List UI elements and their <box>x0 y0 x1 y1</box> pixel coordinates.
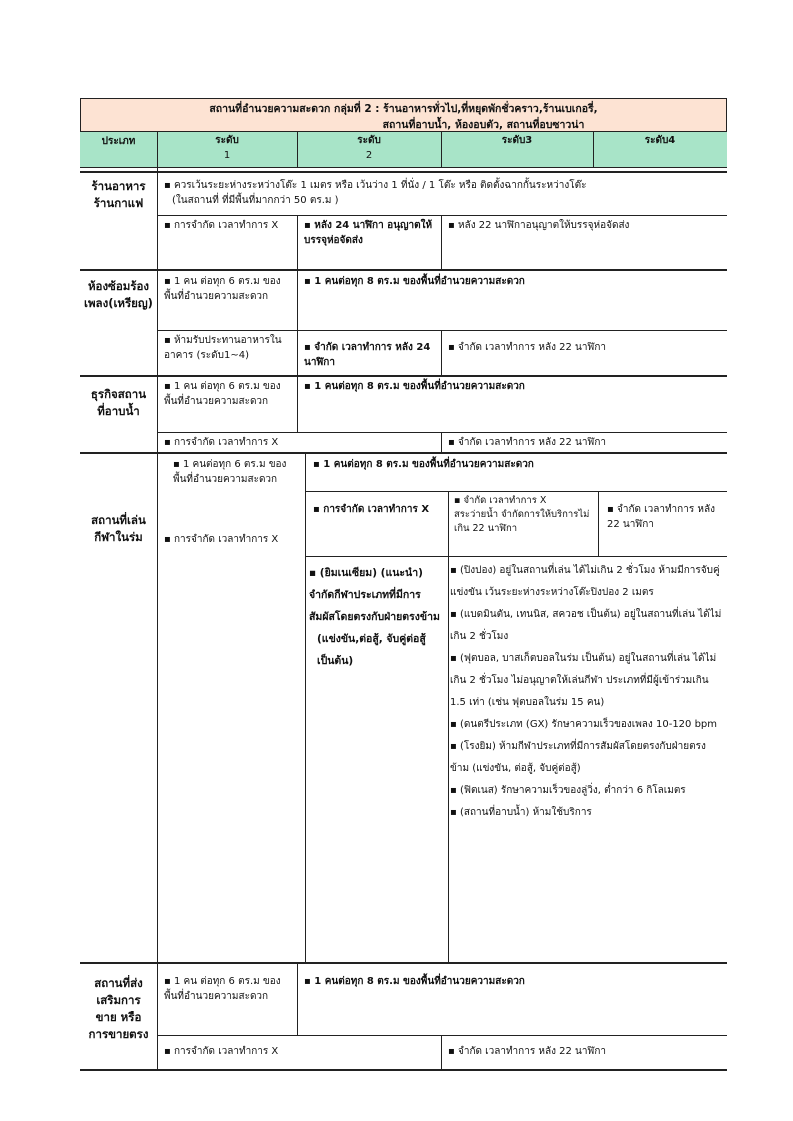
grid-line <box>441 330 442 376</box>
bath-l34-hours-text: ▪ จำกัด เวลาทำการ หลัง 22 นาฬิกา <box>448 435 723 450</box>
grid-line <box>448 491 449 962</box>
grid-line <box>80 452 727 454</box>
karaoke-l34-hours <box>444 338 727 376</box>
level1-num: 1 <box>223 150 231 161</box>
title-line-1: สถานที่อำนวยความสะดวก กลุ่มที่ 2 : ร้านอาหารทั่วไป,ที่หยุดพักชั่วคราว,ร้านเบเกอรี่, <box>209 103 598 115</box>
grid-line <box>157 1035 727 1036</box>
sports-l1-hours-text: ▪ การจำกัด เวลาทำการ X <box>164 532 302 547</box>
karaoke-l234-density-text: ▪ 1 คนต่อทุก 8 ตร.ม ของพื้นที่อำนวยความสะดวก <box>304 274 723 289</box>
level2-num: 2 <box>365 150 373 161</box>
sports-l4-hours <box>603 500 727 550</box>
sports-l2-gym <box>305 560 448 720</box>
grid-line <box>305 556 727 557</box>
karaoke-l34-hours-text: ▪ จำกัด เวลาทำการ หลัง 22 นาฬิกา <box>448 340 723 355</box>
restaurant-l34-hours-text: ▪ หลัง 22 นาฬิกาอนุญาตให้บรรจุห่อจัดส่ง <box>448 218 723 233</box>
col-header-level2 <box>297 131 441 167</box>
sports-l1-density-text: ▪ 1 คนต่อทุก 6 ตร.ม ของพื้นที่อำนวยความสะดวก <box>173 457 302 487</box>
restaurant-l34-hours <box>444 216 727 270</box>
category-direct-sales-label: สถานที่ส่งเสริมการขาย หรือการขายตรง <box>88 976 149 1041</box>
sports-l2-hours-text: ▪ การจำกัด เวลาทำการ X <box>313 502 446 517</box>
grid-line <box>441 432 442 453</box>
sales-l34-hours <box>444 1042 727 1062</box>
sports-rule-item: ▪ (สถานที่อาบน้ำ) ห้ามใช้บริการ <box>450 802 723 824</box>
grid-line <box>157 330 727 331</box>
grid-line <box>297 131 298 167</box>
level3-label: ระดับ3 <box>501 135 533 146</box>
grid-line <box>157 432 727 433</box>
col-header-level3 <box>441 131 593 167</box>
grid-line <box>297 271 298 376</box>
sports-l2-hours <box>309 500 450 520</box>
bath-l234-density-text: ▪ 1 คนต่อทุก 8 ตร.ม ของพื้นที่อำนวยความสะดวก <box>304 379 723 394</box>
grid-line <box>297 215 298 270</box>
sports-l2-gym-line: จำกัดกีฬาประเภทที่มีการสัมผัสโดยตรงกับฝ่ายตรงข้าม <box>309 589 440 623</box>
bath-l1-density-text: ▪ 1 คน ต่อทุก 6 ตร.ม ของพื้นที่อำนวยความสะดวก <box>164 379 293 409</box>
sports-l234-density-text: ▪ 1 คนต่อทุก 8 ตร.ม ของพื้นที่อำนวยความสะดวก <box>313 457 723 472</box>
category-karaoke-label: ห้องซ้อมร้องเพลง(เหรียญ) <box>84 279 153 310</box>
restaurant-distance-line1: ▪ ควรเว้นระยะห่างระหว่างโต๊ะ 1 เมตร หรือ เว้นว่าง 1 ที่นั่ง / 1 โต๊ะ หรือ ติดตั้งฉากกั้นระหว่างโต๊ะ <box>164 178 723 193</box>
grid-line <box>441 215 442 270</box>
sports-rule-item: ▪ (โรงยิม) ห้ามกีฬาประเภทที่มีการสัมผัสโดยตรงกับฝ่ายตรงข้าม (แข่งขัน, ต่อสู้, จับคู่ต่อสู้) <box>450 736 723 780</box>
karaoke-l1-food-text: ▪ ห้ามรับประทานอาหารในอาคาร (ระดับ1~4) <box>164 333 293 363</box>
category-restaurant-label: ร้านอาหาร ร้านกาแฟ <box>91 179 146 210</box>
sports-l3-hours <box>450 492 597 556</box>
sales-l234-density <box>300 972 727 1032</box>
category-sports-label: สถานที่เล่นกีฬาในร่ม <box>91 513 146 544</box>
karaoke-l1-density-text: ▪ 1 คน ต่อทุก 6 ตร.ม ของพื้นที่อำนวยความสะดวก <box>164 274 293 304</box>
grid-line <box>157 215 727 216</box>
bath-l1-density <box>160 377 297 432</box>
sports-rule-item: ▪ (ฟิตเนส) รักษาความเร็วของลู่วิ่ง, ต่ำกว่า 6 กิโลเมตร <box>450 780 723 802</box>
sports-l2-gym-line: (แข่งขัน,ต่อสู้, จับคู่ต่อสู้ เป็นต้น) <box>317 633 426 667</box>
restaurant-distance <box>160 176 727 216</box>
bath-l12-hours-text: ▪ การจำกัด เวลาทำการ X <box>164 435 437 450</box>
level1-label: ระดับ <box>215 135 239 146</box>
col-header-level4 <box>593 131 727 167</box>
sports-l34-rules <box>448 558 727 962</box>
bath-l234-density <box>300 377 727 432</box>
sales-l12-hours <box>160 1042 441 1062</box>
restaurant-l1-hours <box>160 216 297 270</box>
category-restaurant <box>80 178 157 238</box>
karaoke-l234-density <box>300 272 727 330</box>
sales-l1-density <box>160 972 297 1032</box>
sports-rule-item: ▪ (แบดมินตัน, เทนนิส, สควอช เป็นต้น) อยู่ในสถานที่เล่น ได้ไม่เกิน 2 ชั่วโมง <box>450 604 723 648</box>
sports-l4-hours-text: ▪ จำกัด เวลาทำการ หลัง 22 นาฬิกา <box>607 502 723 532</box>
bath-l34-hours <box>444 433 727 453</box>
grid-line <box>441 131 442 167</box>
grid-line <box>297 964 298 1035</box>
level2-label: ระดับ <box>357 135 381 146</box>
grid-line <box>80 962 727 964</box>
grid-line <box>305 491 727 492</box>
grid-line <box>80 167 727 168</box>
category-sports <box>80 512 157 572</box>
restaurant-l1-hours-text: ▪ การจำกัด เวลาทำการ X <box>164 218 293 233</box>
grid-line <box>80 269 727 271</box>
col-header-level1 <box>157 131 297 167</box>
grid-line <box>80 375 727 377</box>
grid-line <box>80 171 727 173</box>
restaurant-l2-hours <box>300 216 441 270</box>
sports-rule-item: ▪ (ปิงปอง) อยู่ในสถานที่เล่น ได้ไม่เกิน 2 ชั่วโมง ห้ามมีการจับคู่แข่งขัน เว้นระยะห่างระหว่างโต๊ะปิงปอง 2 เมตร <box>450 560 723 604</box>
category-karaoke <box>80 278 157 338</box>
sports-l2-gym-line: ▪ (ยิมเนเซียม) (แนะนำ) <box>309 562 444 584</box>
grid-line <box>305 454 306 962</box>
sports-l3-hours-b: สระว่ายน้ำ จำกัดการให้บริการไม่เกิน 22 นาฬิกา <box>454 509 590 534</box>
sports-rule-item: ▪ (ฟุตบอล, บาสเก็ตบอลในร่ม เป็นต้น) อยู่ในสถานที่เล่น ได้ไม่เกิน 2 ชั่วโมง ไม่อนุญาตให้เล่นกีฬา ประเภทที่มีผู้เข้าร่วมเกิน 1.5 เท่า (เช่น ฟุตบอลในร่ม 15 คน) <box>450 648 723 714</box>
grid-line <box>157 131 158 1071</box>
karaoke-l2-hours <box>300 338 441 376</box>
col-header-type-label: ประเภท <box>101 136 136 147</box>
grid-line <box>598 491 599 556</box>
sales-l34-hours-text: ▪ จำกัด เวลาทำการ หลัง 22 นาฬิกา <box>448 1044 723 1059</box>
grid-line <box>80 1069 727 1071</box>
grid-line <box>441 1035 442 1070</box>
sales-l234-density-text: ▪ 1 คนต่อทุก 8 ตร.ม ของพื้นที่อำนวยความสะดวก <box>304 974 723 989</box>
sports-l3-hours-a: ▪ จำกัด เวลาทำการ X <box>454 494 593 508</box>
grid-line <box>297 377 298 432</box>
karaoke-l1-food <box>160 331 297 375</box>
category-bath-label: ธุรกิจสถานที่อาบน้ำ <box>90 387 147 418</box>
grid-line <box>80 131 727 132</box>
level4-label: ระดับ4 <box>644 135 676 146</box>
table-title <box>80 98 727 131</box>
sales-l12-hours-text: ▪ การจำกัด เวลาทำการ X <box>164 1044 437 1059</box>
sports-rule-item: ▪ (ดนตรีประเภท (GX) รักษาความเร็วของเพลง 10-120 bpm <box>450 714 723 736</box>
category-bath <box>80 386 157 446</box>
karaoke-l1-density <box>160 272 297 330</box>
category-direct-sales <box>80 975 157 1065</box>
col-header-type <box>80 131 157 167</box>
sports-l1-density <box>169 455 306 491</box>
bath-l12-hours <box>160 433 441 453</box>
restaurant-l2-hours-text: ▪ หลัง 24 นาฬิกา อนุญาตให้บรรจุห่อจัดส่ง <box>304 218 437 248</box>
restaurant-distance-line2: (ในสถานที่ ที่มีพื้นที่มากกว่า 50 ตร.ม ) <box>172 195 339 206</box>
title-line-2: สถานที่อาบน้ำ, ห้องอบตัว, สถานที่อบซาวน่า <box>382 119 585 131</box>
sales-l1-density-text: ▪ 1 คน ต่อทุก 6 ตร.ม ของพื้นที่อำนวยความสะดวก <box>164 974 293 1004</box>
grid-line <box>593 131 594 167</box>
sports-l234-density <box>309 455 727 491</box>
karaoke-l2-hours-text: ▪ จำกัด เวลาทำการ หลัง 24 นาฬิกา <box>304 340 437 370</box>
sports-l1-hours <box>160 530 306 550</box>
